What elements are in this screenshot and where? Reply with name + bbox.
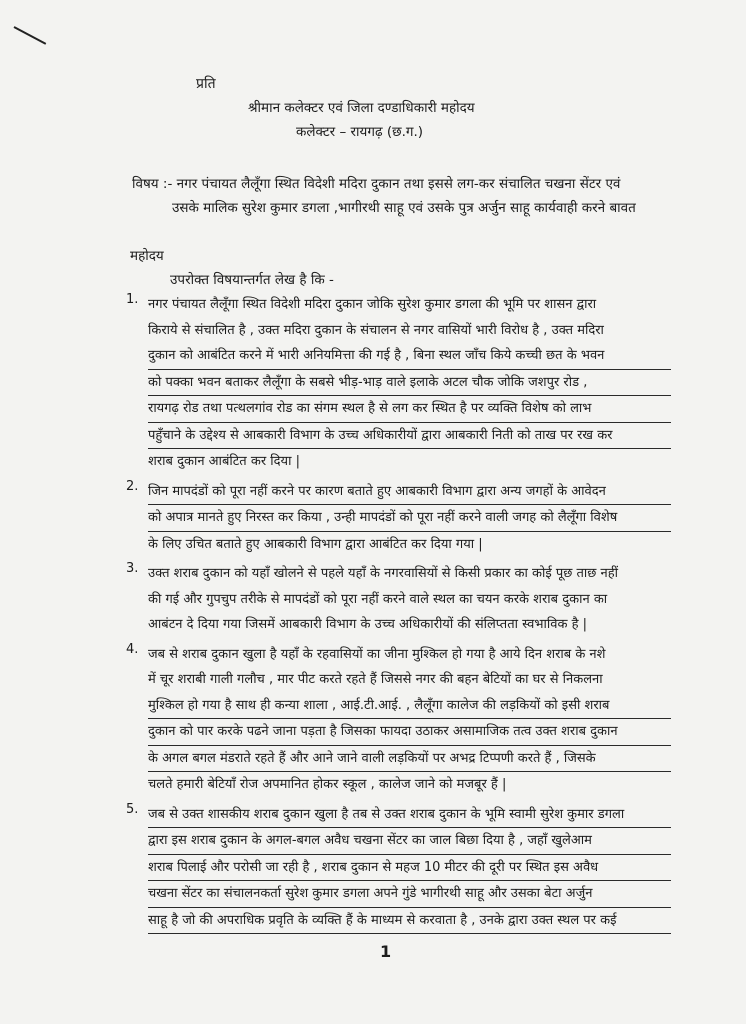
point-line: साहू है जो की अपराधिक प्रवृति के व्यक्ति हैं के माध्यम से करवाता है , उनके द्वारा उक्त स्थल पर कई	[148, 908, 671, 935]
point-line: द्वारा इस शराब दुकान के अगल-बगल अवैध चखना सेंटर का जाल बिछा दिया है , जहाँ खुलेआम	[148, 828, 671, 855]
point-item	[126, 561, 671, 638]
point-number: 4.	[126, 641, 139, 657]
complaint-points	[126, 292, 671, 938]
point-number: 5.	[126, 801, 139, 817]
point-number: 3.	[126, 561, 139, 576]
point-line: जिन मापदंडों को पूरा नहीं करने पर कारण बताते हुए आबकारी विभाग द्वारा अन्य जगहों के आवेदन	[148, 479, 671, 506]
point-line: के लिए उचित बताते हुए आबकारी विभाग द्वारा आबंटित कर दिया गया |	[148, 536, 483, 552]
point-item	[126, 802, 671, 935]
point-line: शराब पिलाई और परोसी जा रही है , शराब दुकान से महज 10 मीटर की दूरी पर स्थित इस अवैध	[148, 855, 671, 882]
point-line: मुश्किल हो गया है साथ ही कन्या शाला , आई.टी.आई. , लैलूँगा कालेज की लड़कियों को इसी शराब	[148, 693, 671, 720]
recipient-location: कलेक्टर – रायगढ़ (छ.ग.)	[296, 124, 424, 140]
point-line: की गई और गुपचुप तरीके से मापदंडों को पूरा नहीं करने वाले स्थल का चयन करके शराब दुकान का	[148, 591, 608, 607]
salutation: महोदय	[130, 248, 164, 264]
point-number: 2.	[126, 478, 139, 494]
intro-line: उपरोक्त विषयान्तर्गत लेख है कि -	[170, 272, 334, 288]
point-line: शराब दुकान आबंटित कर दिया |	[148, 454, 300, 469]
point-line: को अपात्र मानते हुए निरस्त कर किया , उन्ही मापदंडों को पूरा नहीं करने वाली जगह को लैलूँगा विशेष	[148, 505, 671, 532]
point-line: रायगढ़ रोड तथा पत्थलगांव रोड का संगम स्थल है से लग कर स्थित है पर व्यक्ति विशेष को लाभ	[148, 396, 671, 423]
pen-mark	[14, 26, 47, 45]
point-line: उक्त शराब दुकान को यहाँ खोलने से पहले यहाँ के नगरवासियों से किसी प्रकार का कोई पूछ ताछ नहीं	[148, 566, 618, 581]
point-line: को पक्का भवन बताकर लैलूँगा के सबसे भीड़-भाड़ वाले इलाके अटल चौक जोकि जशपुर रोड ,	[148, 370, 671, 397]
point-item	[126, 479, 671, 558]
point-item	[126, 292, 671, 475]
point-item	[126, 642, 671, 798]
point-line: दुकान को आबंटित करने में भारी अनियमित्ता की गई है , बिना स्थल जाँच किये कच्ची छत के भवन	[148, 343, 671, 370]
point-line: किराये से संचालित है , उक्त मदिरा दुकान के संचालन से नगर वासियों भारी विरोध है , उक्त मदिरा	[148, 322, 604, 338]
point-line: चखना सेंटर का संचालनकर्ता सुरेश कुमार डगला अपने गुंडे भागीरथी साहू और उसका बेटा अर्जुन	[148, 881, 671, 908]
point-line: चलते हमारी बेटियाँ रोज अपमानित होकर स्कूल , कालेज जाने को मजबूर हैं |	[148, 777, 507, 792]
subject-line-1: विषय :- नगर पंचायत लैलूँगा स्थित विदेशी मदिरा दुकान तथा इससे लग-कर संचालित चखना सेंटर एवं	[132, 176, 621, 192]
recipient-title: श्रीमान कलेक्टर एवं जिला दण्डाधिकारी महोदय	[248, 100, 475, 116]
point-line: के अगल बगल मंडराते रहते हैं और आने जाने वाली लड़कियों पर अभद्र टिप्पणी करते हैं , जिसके	[148, 746, 671, 773]
subject-line-2: उसके मालिक सुरेश कुमार डगला ,भागीरथी साहू एवं उसके पुत्र अर्जुन साहू कार्यवाही करने बावत	[172, 200, 636, 216]
point-number: 1.	[126, 292, 139, 307]
point-line: जब से शराब दुकान खुला है यहाँ के रहवासियों का जीना मुश्किल हो गया है आये दिन शराब के नशे	[148, 646, 606, 662]
point-line: आबंटन दे दिया गया जिसमें आबकारी विभाग के उच्च अधिकारीयों की संलिप्तता स्वभाविक है |	[148, 617, 588, 632]
point-line: पहुँचाने के उद्देश्य से आबकारी विभाग के उच्च अधिकारीयों द्वारा आबकारी निती को ताख पर रख कर	[148, 423, 671, 450]
page-number: 1	[380, 942, 392, 961]
point-line: जब से उक्त शासकीय शराब दुकान खुला है तब से उक्त शराब दुकान के भूमि स्वामी सुरेश कुमार डगला	[148, 802, 671, 829]
subject-block	[132, 172, 692, 220]
point-line: नगर पंचायत लैलूँगा स्थित विदेशी मदिरा दुकान जोकि सुरेश कुमार डगला की भूमि पर शासन द्वारा	[148, 297, 597, 312]
recipient-prefix: प्रति	[196, 76, 216, 92]
point-line: में चूर शराबी गाली गलौच , मार पीट करते रहते हैं जिससे नगर की बहन बेटियों का घर से निकलना	[148, 672, 603, 687]
point-line: दुकान को पार करके पढने जाना पड़ता है जिसका फायदा उठाकर असामाजिक तत्व उक्त शराब दुकान	[148, 719, 671, 746]
